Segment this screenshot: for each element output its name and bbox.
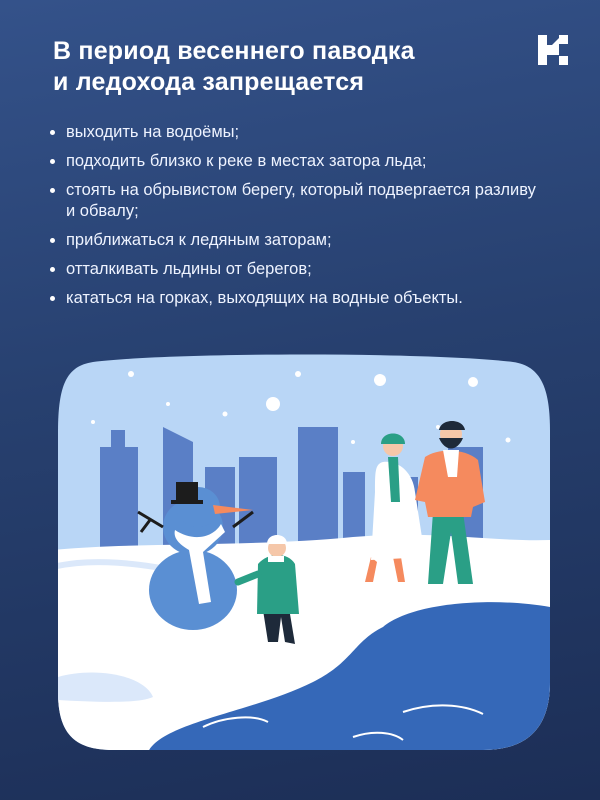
- winter-scene-illustration: [53, 352, 550, 752]
- list-item: [48, 259, 548, 280]
- bullet-icon: [50, 159, 55, 164]
- list-item: [48, 230, 548, 251]
- rule-text: приближаться к ледяным заторам;: [66, 231, 332, 249]
- bullet-icon: [50, 130, 55, 135]
- bullet-icon: [50, 296, 55, 301]
- bullet-icon: [50, 267, 55, 272]
- rule-text: кататься на горках, выходящих на водные объекты.: [66, 289, 463, 307]
- bullet-icon: [50, 238, 55, 243]
- bullet-icon: [50, 188, 55, 193]
- brand-logo-icon: [538, 35, 568, 65]
- list-item: [48, 122, 548, 143]
- rule-text: подходить близко к реке в местах затора льда;: [66, 152, 427, 170]
- page-title: В период весеннего паводка и ледохода запрещается: [53, 37, 415, 96]
- rule-text: отталкивать льдины от берегов;: [66, 260, 312, 278]
- rules-list: [48, 122, 548, 317]
- list-item: [48, 288, 548, 309]
- rule-text: стоять на обрывистом берегу, который подвергается разливу и обвалу;: [66, 181, 536, 220]
- list-item: [48, 180, 548, 222]
- rule-text: выходить на водоёмы;: [66, 123, 240, 141]
- list-item: [48, 151, 548, 172]
